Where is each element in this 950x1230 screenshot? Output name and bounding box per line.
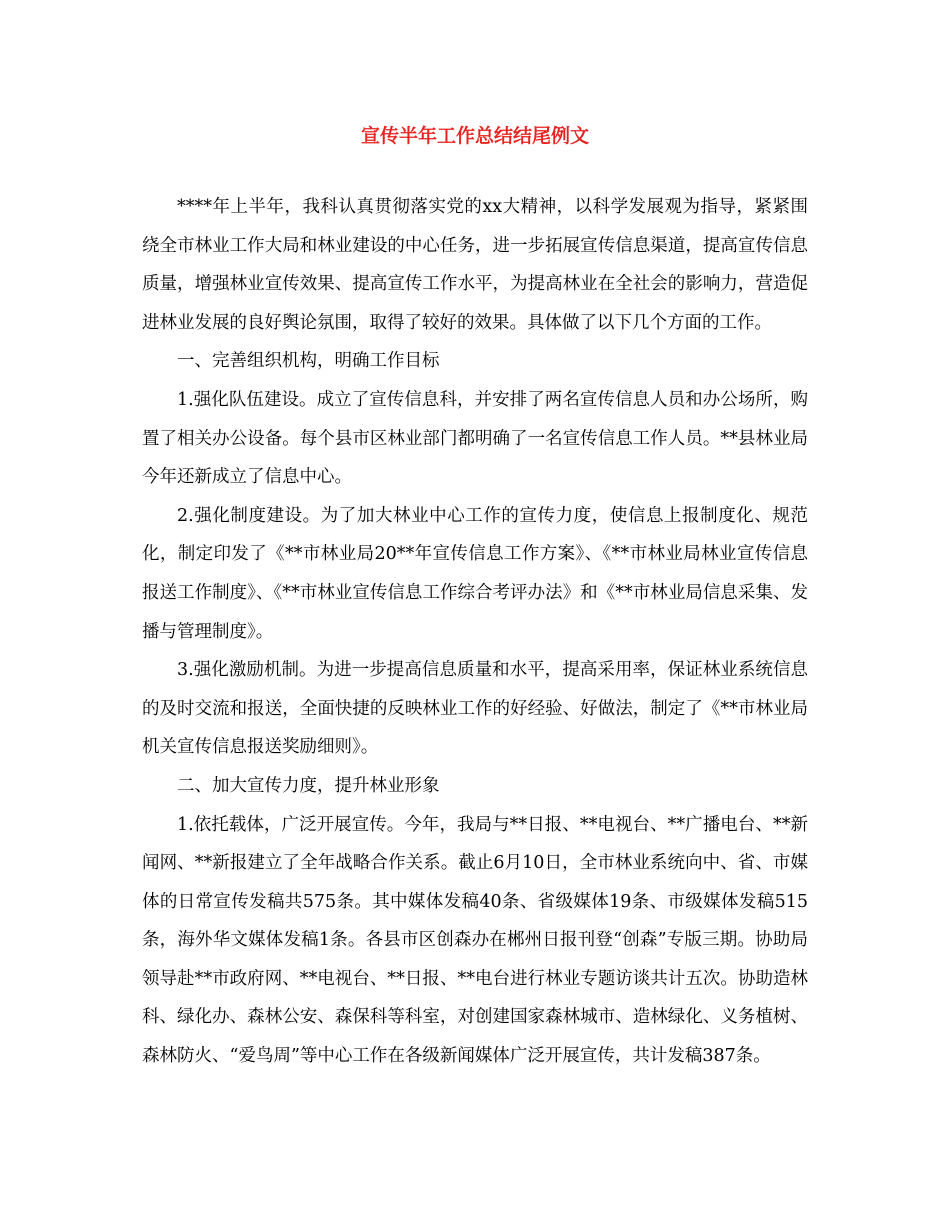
paragraph-media-publicity: 1.依托载体，广泛开展宣传。今年，我局与**日报、**电视台、**广播电台、**新闻网、**新报建立了全年战略合作关系。截止6月10日，全市林业系统向中、省、市媒体的日常宣传发稿共575条。其中媒体发稿40条、省级媒体19条、市级媒体发稿515条，海外华文媒体发稿1条。各县市区创森办在郴州日报刊登“创森”专版三期。协助局领导赴**市政府网、**电视台、**日报、**电台进行林业专题访谈共计五次。协助造林科、绿化办、森林公安、森保科等科室，对创建国家森林城市、造林绿化、义务植树、森林防火、“爱鸟周”等中心工作在各级新闻媒体广泛开展宣传，共计发稿387条。 <box>142 814 808 1067</box>
paragraph-team-building: 1.强化队伍建设。成立了宣传信息科，并安排了两名宣传信息人员和办公场所，购置了相关办公设备。每个县市区林业部门都明确了一名宣传信息工作人员。**县林业局今年还新成立了信息中心。 <box>142 389 808 488</box>
document-body <box>142 188 808 1076</box>
paragraph-system-building: 2.强化制度建设。为了加大林业中心工作的宣传力度，使信息上报制度化、规范化，制定印发了《**市林业局20**年宣传信息工作方案》、《**市林业局林业宣传信息报送工作制度》、《**市林业宣传信息工作综合考评办法》和《**市林业局信息采集、发播与管理制度》。 <box>142 505 808 642</box>
document-title: 宣传半年工作总结结尾例文 <box>360 125 589 147</box>
intro-paragraph: ****年上半年，我科认真贯彻落实党的xx大精神，以科学发展观为指导，紧紧围绕全市林业工作大局和林业建设的中心任务，进一步拓展宣传信息渠道，提高宣传信息质量，增强林业宣传效果、提高宣传工作水平，为提高林业在全社会的影响力，营造促进林业发展的良好舆论氛围，取得了较好的效果。具体做了以下几个方面的工作。 <box>142 197 808 333</box>
section-heading-1: 一、完善组织机构，明确工作目标 <box>177 351 440 372</box>
paragraph-incentive-mechanism: 3.强化激励机制。为进一步提高信息质量和水平，提高采用率，保证林业系统信息的及时交流和报送，全面快捷的反映林业工作的好经验、好做法，制定了《**市林业局机关宣传信息报送奖励细则》。 <box>142 660 808 758</box>
section-heading-2: 二、加大宣传力度，提升林业形象 <box>177 775 440 796</box>
